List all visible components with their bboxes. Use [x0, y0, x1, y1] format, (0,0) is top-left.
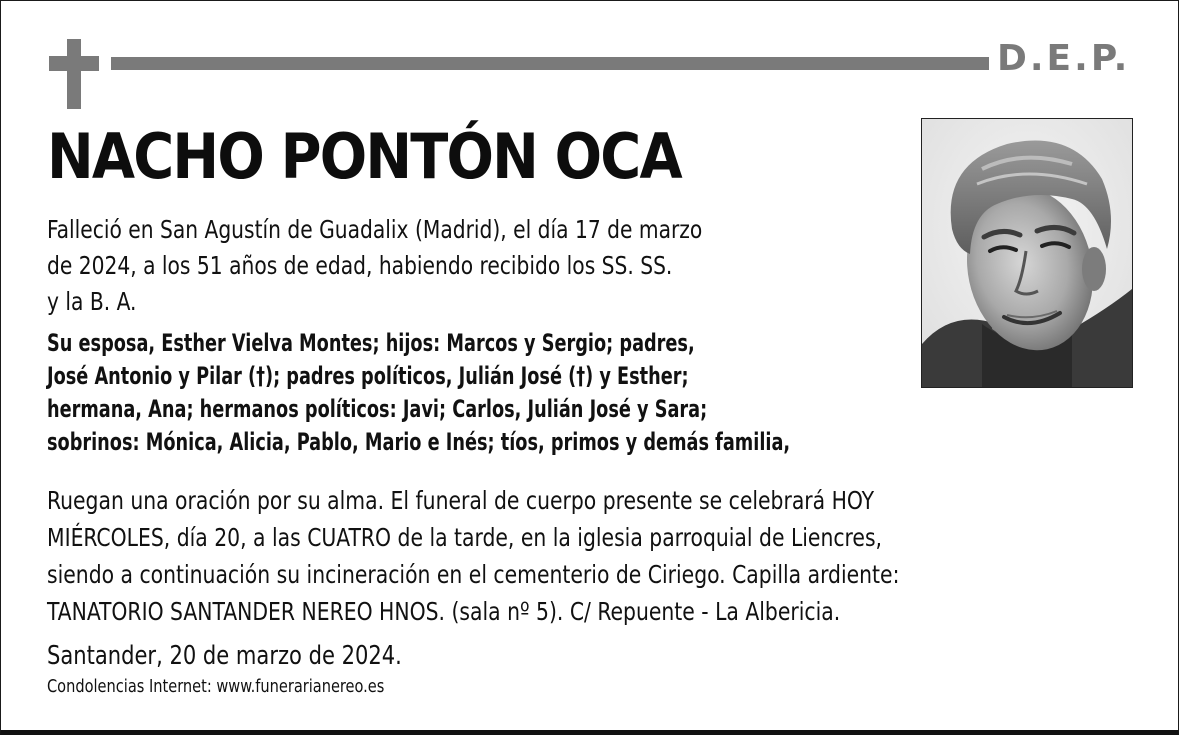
portrait-photo [921, 118, 1133, 388]
family-list [47, 327, 790, 459]
dep-mark: D.E.P. [997, 38, 1131, 79]
death-notice-line: y la B. A. [47, 287, 137, 316]
header-rule [111, 57, 989, 70]
service-line: TANATORIO SANTANDER NEREO HNOS. (sala nº 5). C/ Repuente - La Albericia. [47, 597, 841, 626]
condolences-link[interactable]: Condolencias Internet: www.funerarianereo.es [47, 676, 385, 697]
service-line: Ruegan una oración por su alma. El funeral de cuerpo presente se celebrará HOY [47, 486, 875, 515]
family-line: Su esposa, Esther Vielva Montes; hijos: Marcos y Sergio; padres, [47, 329, 695, 357]
service-line: siendo a continuación su incineración en el cementerio de Ciriego. Capilla ardiente: [47, 560, 900, 589]
service-line: MIÉRCOLES, día 20, a las CUATRO de la tarde, en la iglesia parroquial de Liencres, [47, 523, 883, 552]
death-notice-line: de 2024, a los 51 años de edad, habiendo recibido los SS. SS. [47, 251, 673, 280]
family-line: José Antonio y Pilar (†); padres políticos, Julián José (†) y Esther; [47, 362, 689, 390]
service-details [47, 482, 899, 630]
death-notice [47, 212, 702, 320]
family-line: sobrinos: Mónica, Alicia, Pablo, Mario e Inés; tíos, primos y demás familia, [47, 428, 791, 456]
death-notice-line: Falleció en San Agustín de Guadalix (Madrid), el día 17 de marzo [47, 215, 703, 244]
deceased-name: NACHO PONTÓN OCA [47, 120, 681, 193]
family-line: hermana, Ana; hermanos políticos: Javi; Carlos, Julián José y Sara; [47, 395, 708, 423]
place-date: Santander, 20 de marzo de 2024. [47, 641, 402, 671]
